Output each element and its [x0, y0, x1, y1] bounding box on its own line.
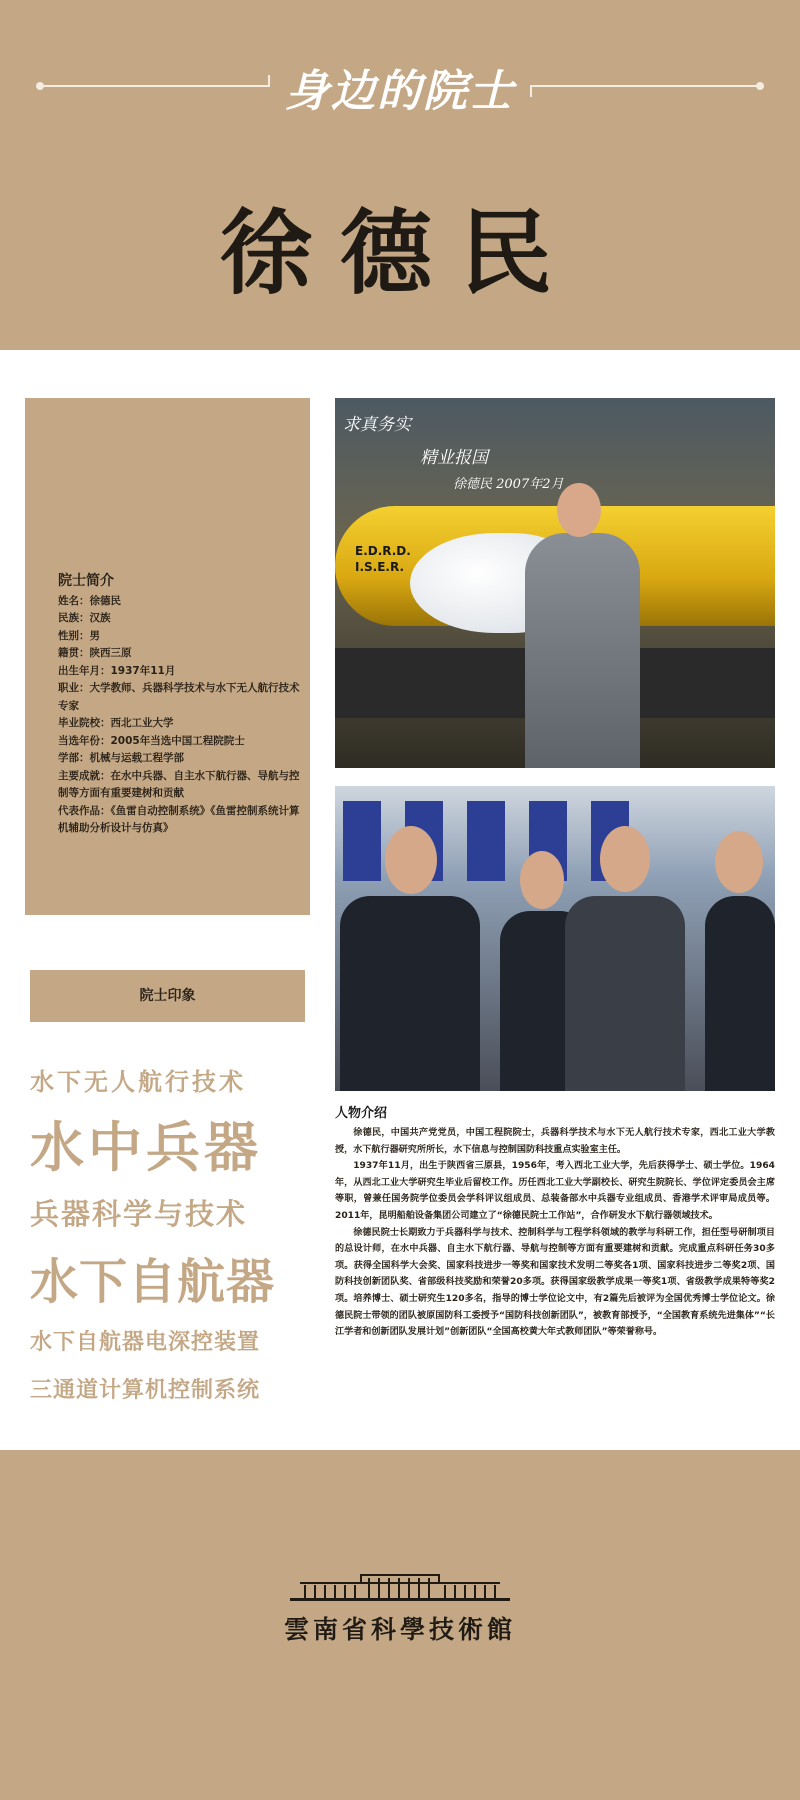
academician-figure	[525, 533, 640, 768]
intro-box	[25, 398, 310, 915]
person-figure	[565, 896, 685, 1091]
keyword: 三通道计算机控制系统	[30, 1378, 261, 1403]
museum-name: 雲南省科學技術館	[283, 1615, 516, 1644]
header-band	[0, 0, 800, 350]
photo-torpedo	[335, 398, 775, 768]
content-panel	[0, 350, 800, 1450]
intro-line-school: 毕业院校：西北工业大学	[58, 717, 174, 729]
intro-line-origin: 籍贯：陕西三原	[58, 647, 132, 659]
intro-line-works: 代表作品：《鱼雷自动控制系统》《鱼雷控制系统计算机辅助分析设计与仿真》	[58, 804, 300, 834]
footer-band	[0, 1450, 800, 1800]
bio-paragraph: 徐德民，中国共产党党员，中国工程院院士，兵器科学技术与水下无人航行技术专家，西北工业大学教授，水下航行器研究所所长，水下信息与控制国防科技重点实验室主任。	[335, 1128, 775, 1155]
person-face	[520, 851, 564, 909]
series-title: 身边的院士	[285, 66, 515, 117]
calligraphy-line-2: 精业报国	[420, 448, 488, 468]
intro-line-birth: 出生年月：1937年11月	[58, 664, 176, 677]
keyword: 兵器科学与技术	[30, 1197, 248, 1231]
intro-line-elected: 当选年份：2005年当选中国工程院院士	[58, 734, 245, 747]
photo-visit	[335, 786, 775, 1091]
intro-line-name: 姓名：徐德民	[58, 594, 121, 607]
impression-title: 院士印象	[30, 970, 305, 1022]
keyword: 水下无人航行技术	[30, 1068, 246, 1096]
person-face	[715, 831, 763, 893]
series-heading	[0, 55, 800, 119]
torpedo-label: E.D.R.D. I.S.E.R.	[355, 544, 411, 574]
person-figure	[340, 896, 480, 1091]
bio-title: 人物介绍	[335, 1106, 388, 1121]
keyword: 水中兵器	[30, 1116, 262, 1179]
bio-paragraph: 徐德民院士长期致力于兵器科学与技术、控制科学与工程学科领域的教学与科研工作，担任型号研制项目的总设计师，在水中兵器、自主水下航行器、导航与控制等方面有重要建树和贡献。完成重点科研任务30多项。获得全国科学大会奖、国家科技进步一等奖和国家技术发明二等奖各1项、国家科技进步二等奖2项、国防科技创新团队奖、省部级科技奖励和荣誉20多项。获得国家级教学成果一等奖1项、省级教学成果特等奖2项。培养博士、硕士研究生120多名，指导的博士学位论文中，有2篇先后被评为全国优秀博士学位论文。徐德民院士带领的团队被原国防科工委授予“国防科技创新团队”，被教育部授予，“全国教育系统先进集体”“长江学者和创新团队发展计划”创新团队“全国高校黄大年式教师团队”等荣誉称号。	[335, 1227, 775, 1338]
bio-paragraph: 1937年11月，出生于陕西省三原县，1956年，考入西北工业大学，先后获得学士、硕士学位。1964年，从西北工业大学研究生毕业后留校工作。历任西北工业大学副校长、研究生院院长、学位评定委员会主席等职，曾兼任国务院学位委员会学科评议组成员、总装备部水中兵器专业组成员、香港学术评审局成员等。2011年，昆明船舶设备集团公司建立了“徐德民院士工作站”，合作研发水下航行器领域技术。	[335, 1161, 775, 1221]
intro-line-division: 学部：机械与运载工程学部	[58, 752, 184, 764]
calligraphy-line-1: 求真务实	[343, 415, 411, 435]
intro-line-ethnicity: 民族：汉族	[58, 612, 111, 624]
keyword: 水下自航器电深控装置	[30, 1330, 261, 1355]
person-face	[600, 826, 650, 892]
academician-name: 徐德民	[219, 199, 580, 307]
person-face	[385, 826, 437, 894]
museum-building-icon	[290, 1568, 510, 1608]
person-figure	[705, 896, 775, 1091]
intro-line-occupation: 职业：大学教师、兵器科学技术与水下无人航行技术专家	[58, 682, 300, 712]
window-panel	[467, 801, 505, 881]
bio-text	[335, 1125, 775, 1341]
intro-title: 院士简介	[58, 573, 114, 589]
intro-line-achievement: 主要成就：在水中兵器、自主水下航行器、导航与控制等方面有重要建树和贡献	[58, 769, 300, 799]
intro-content	[58, 573, 303, 838]
window-panel	[343, 801, 381, 881]
keyword: 水下自航器	[30, 1254, 276, 1310]
calligraphy-signature: 徐德民 2007年2月	[453, 477, 564, 492]
intro-line-gender: 性别：男	[58, 629, 100, 642]
